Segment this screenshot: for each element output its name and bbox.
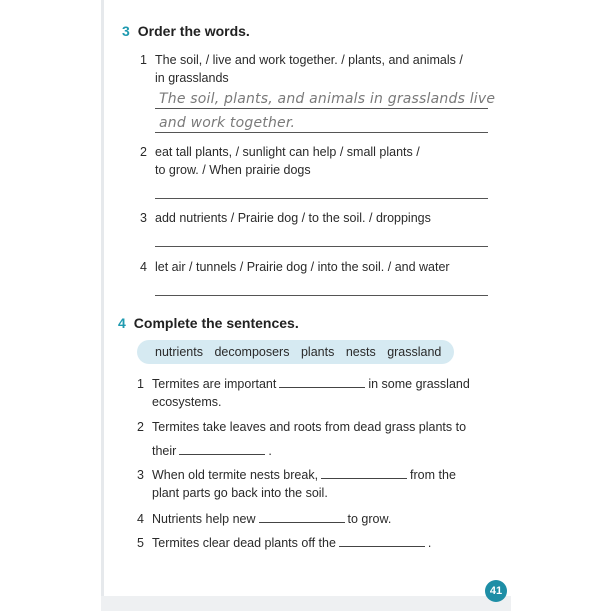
answer-line[interactable]: [155, 246, 488, 247]
exercise-3-item-4: [140, 258, 500, 278]
word-bank-item: plants: [300, 345, 335, 359]
exercise-4-item-4: [137, 510, 497, 530]
item-text: in grasslands: [155, 71, 229, 85]
item-text: When old termite nests break,: [152, 468, 319, 482]
item-text: ecosystems.: [152, 395, 222, 409]
item-text: their: [152, 444, 177, 458]
blank[interactable]: [339, 535, 425, 547]
item-text: The soil, / live and work together. / plants, and animals /: [155, 53, 463, 67]
item-text: to grow. / When prairie dogs: [155, 163, 311, 177]
exercise-3-title: Order the words.: [137, 23, 250, 39]
item-text: from the: [410, 468, 456, 482]
exercise-4-number: 4: [118, 315, 126, 331]
page-bottom-shade: [101, 596, 511, 611]
exercise-3-item-1: [140, 51, 500, 91]
word-bank-item: nests: [345, 345, 376, 359]
exercise-4-heading: [118, 315, 299, 331]
exercise-4-item-1: [137, 375, 497, 415]
blank[interactable]: [259, 511, 345, 523]
exercise-3-item-2: [140, 143, 500, 183]
blank[interactable]: [321, 467, 407, 479]
item-text: to grow.: [347, 512, 392, 526]
word-bank-item: grassland: [387, 345, 442, 359]
word-bank-item: decomposers: [214, 345, 290, 359]
exercise-4-item-3: [137, 466, 497, 506]
handwritten-answer-line-2: and work together.: [159, 115, 296, 131]
item-number: 5: [137, 536, 144, 550]
handwritten-answer-line-1: The soil, plants, and animals in grasslands live: [159, 91, 496, 107]
answer-line[interactable]: [155, 108, 488, 109]
exercise-4-title: Complete the sentences.: [133, 315, 299, 331]
page-number-badge: 41: [485, 580, 507, 602]
item-text: plant parts go back into the soil.: [152, 486, 328, 500]
answer-line[interactable]: [155, 198, 488, 199]
item-text: .: [268, 444, 272, 458]
item-text: eat tall plants, / sunlight can help / small plants /: [155, 145, 420, 159]
item-text: Termites are important: [152, 377, 277, 391]
item-number: 1: [140, 53, 147, 67]
exercise-3-heading: [122, 23, 250, 39]
item-number: 2: [137, 420, 144, 434]
item-number: 3: [137, 468, 144, 482]
item-number: 3: [140, 211, 147, 225]
blank[interactable]: [179, 443, 265, 455]
item-number: 4: [137, 512, 144, 526]
exercise-3-number: 3: [122, 23, 130, 39]
answer-line[interactable]: [155, 132, 488, 133]
exercise-4-item-5: [137, 534, 497, 554]
blank[interactable]: [279, 376, 365, 388]
page-edge: [101, 0, 104, 611]
item-text: .: [427, 536, 432, 550]
item-text: Termites take leaves and roots from dead grass plants to: [152, 420, 467, 434]
item-text: add nutrients / Prairie dog / to the soil. / droppings: [155, 211, 431, 225]
word-bank: [137, 340, 454, 364]
item-number: 4: [140, 260, 147, 274]
item-text: Nutrients help new: [152, 512, 256, 526]
word-bank-item: nutrients: [155, 345, 203, 359]
exercise-4-item-2: [137, 418, 497, 458]
item-text: in some grassland: [368, 377, 470, 391]
item-text: let air / tunnels / Prairie dog / into the soil. / and water: [155, 260, 450, 274]
item-number: 1: [137, 377, 144, 391]
answer-line[interactable]: [155, 295, 488, 296]
exercise-3-item-3: [140, 209, 500, 229]
item-text: Termites clear dead plants off the: [152, 536, 336, 550]
item-number: 2: [140, 145, 147, 159]
